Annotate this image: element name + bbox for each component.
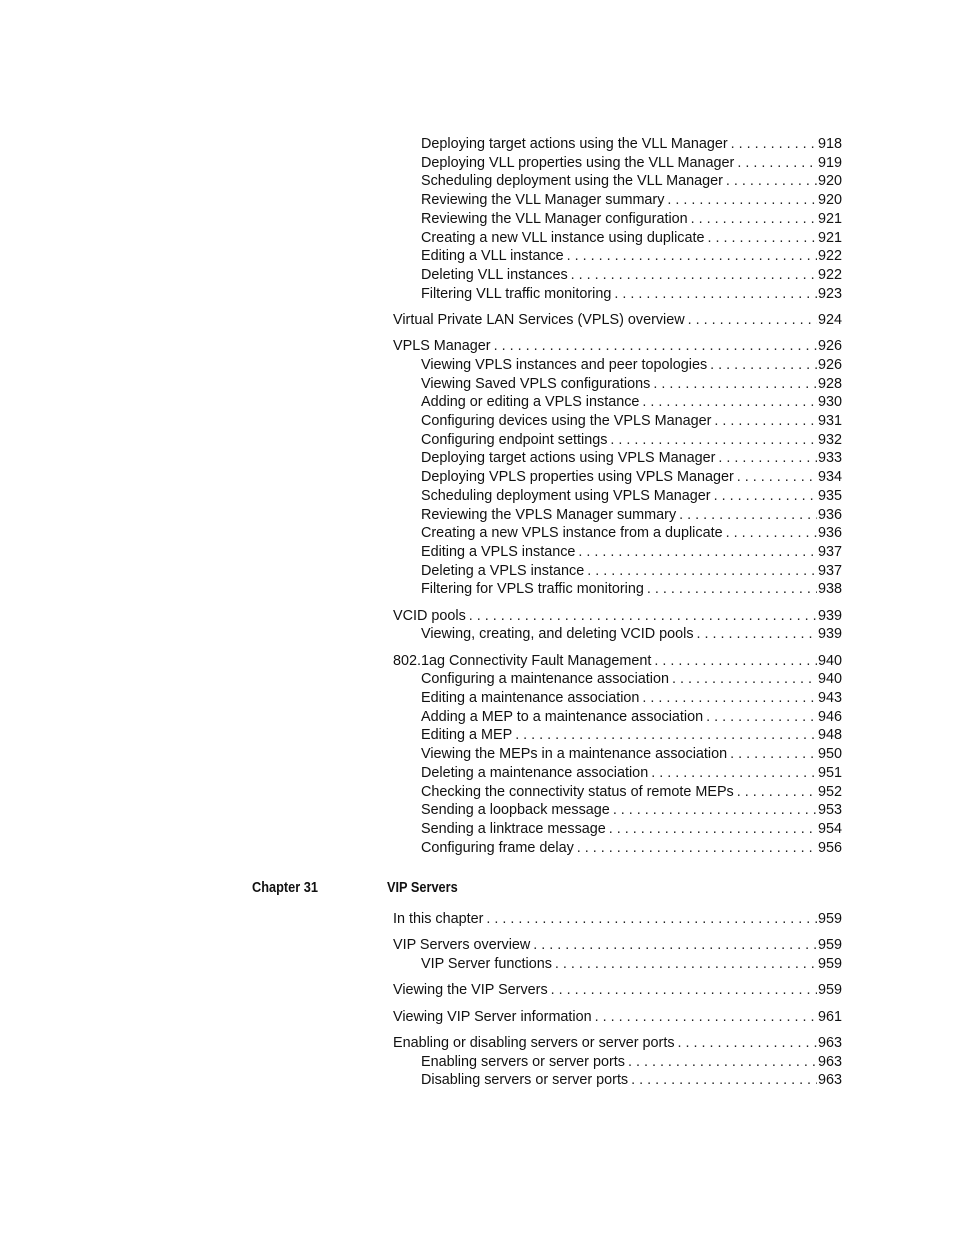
toc-entry xyxy=(421,562,842,580)
toc-dot-leader xyxy=(578,543,817,561)
toc-entry xyxy=(421,955,842,973)
toc-entry-title: Sending a linktrace message xyxy=(421,820,606,837)
toc-page-number: 926 xyxy=(817,338,842,355)
toc-entry xyxy=(421,356,842,374)
toc-entry-title: VCID pools xyxy=(393,607,466,624)
toc-page-number: 943 xyxy=(817,690,842,706)
toc-page-number: 922 xyxy=(817,248,842,265)
toc-entry-title: Scheduling deployment using the VLL Manager xyxy=(421,173,723,190)
toc-entry-title: Deploying VLL properties using the VLL Manager xyxy=(421,154,735,171)
toc-entry-title: Adding a MEP to a maintenance association xyxy=(421,708,704,725)
toc-entry xyxy=(421,726,842,744)
toc-page-number: 923 xyxy=(817,285,842,302)
toc-dot-leader xyxy=(737,783,817,801)
toc-entry-title: Scheduling deployment using VPLS Manager xyxy=(421,487,711,504)
toc-dot-leader xyxy=(647,580,817,598)
toc-entry-title: Reviewing the VLL Manager configuration xyxy=(421,210,688,227)
toc-entry xyxy=(421,580,842,598)
toc-entry xyxy=(421,375,842,393)
toc-entry xyxy=(421,783,842,801)
toc-dot-leader xyxy=(737,468,817,486)
toc-dot-leader xyxy=(654,652,817,670)
toc-entry xyxy=(393,1034,842,1052)
toc-page-number: 933 xyxy=(817,450,842,467)
toc-page-number: 959 xyxy=(817,937,842,954)
toc-entry-title: Virtual Private LAN Services (VPLS) overview xyxy=(393,311,685,328)
toc-entry-title: Creating a new VPLS instance from a duplicate xyxy=(421,525,723,542)
toc-dot-leader xyxy=(610,431,817,449)
toc-page-number: 954 xyxy=(817,820,842,837)
toc-entry xyxy=(421,839,842,857)
toc-entry-title: Checking the connectivity status of remote MEPs xyxy=(421,783,734,800)
toc-entry xyxy=(393,981,842,999)
toc-page-number: 961 xyxy=(817,1008,842,1025)
toc-page-number: 953 xyxy=(817,802,842,819)
toc-page-number: 926 xyxy=(817,356,842,373)
toc-entry-title: Deploying target actions using VPLS Manager xyxy=(421,450,716,467)
toc-entry-title: Reviewing the VPLS Manager summary xyxy=(421,506,677,523)
toc-entry-title: Viewing, creating, and deleting VCID pools xyxy=(421,626,694,643)
toc-entry xyxy=(393,936,842,954)
toc-entry xyxy=(421,801,842,819)
toc-page-number: 928 xyxy=(817,375,842,392)
toc-entry xyxy=(421,285,842,303)
toc-entry xyxy=(421,412,842,430)
chapter-label: Chapter 31 xyxy=(252,880,318,897)
toc-entry-title: Viewing the VIP Servers xyxy=(393,982,548,999)
toc-entry-title: Adding or editing a VPLS instance xyxy=(421,394,640,411)
toc-dot-leader xyxy=(631,1071,817,1089)
toc-entry xyxy=(421,543,842,561)
toc-entry xyxy=(421,172,842,190)
toc-entry-title: Creating a new VLL instance using duplicate xyxy=(421,229,705,246)
toc-dot-leader xyxy=(577,839,817,857)
toc-page-number: 931 xyxy=(817,413,842,429)
toc-entry xyxy=(421,431,842,449)
toc-entry xyxy=(421,670,842,688)
toc-entry-title: VPLS Manager xyxy=(393,338,491,355)
toc-dot-leader xyxy=(651,764,817,782)
toc-entry xyxy=(421,468,842,486)
toc-page-number: 956 xyxy=(817,839,842,856)
toc-page-number: 939 xyxy=(817,607,842,624)
toc-page-number: 919 xyxy=(817,154,842,171)
toc-page-number: 951 xyxy=(817,764,842,781)
toc-page-number: 934 xyxy=(817,469,842,486)
chapter-title: VIP Servers xyxy=(387,880,458,897)
toc-dot-leader xyxy=(642,689,817,707)
toc-page-number: 963 xyxy=(817,1053,842,1070)
toc-dot-leader xyxy=(679,506,817,524)
toc-page-number: 939 xyxy=(817,626,842,643)
toc-dot-leader xyxy=(737,154,817,172)
toc-entry xyxy=(393,337,842,355)
toc-page-number: 920 xyxy=(817,192,842,209)
toc-entry-title: Configuring a maintenance association xyxy=(421,671,669,688)
toc-dot-leader xyxy=(614,285,817,303)
toc-page-number: 918 xyxy=(817,136,842,152)
toc-entry xyxy=(421,708,842,726)
toc-dot-leader xyxy=(609,820,817,838)
toc-entry-title: Editing a maintenance association xyxy=(421,690,640,706)
toc-page-number: 950 xyxy=(817,746,842,763)
toc-dot-leader xyxy=(714,412,817,430)
toc-page-number: 963 xyxy=(817,1072,842,1089)
toc-entry-title: VIP Servers overview xyxy=(393,937,531,954)
toc-entry-title: VIP Server functions xyxy=(421,956,552,972)
toc-page-number: 924 xyxy=(817,311,842,328)
toc-dot-leader xyxy=(697,625,817,643)
toc-dot-leader xyxy=(691,210,817,228)
toc-entry xyxy=(393,652,842,670)
toc-entry xyxy=(421,487,842,505)
toc-entry-title: Disabling servers or server ports xyxy=(421,1072,629,1089)
toc-entry-title: Viewing the MEPs in a maintenance association xyxy=(421,746,728,763)
toc-page-number: 940 xyxy=(817,652,842,669)
toc-dot-leader xyxy=(494,337,817,355)
toc-dot-leader xyxy=(595,1008,817,1026)
toc-entry-title: Enabling or disabling servers or server ports xyxy=(393,1034,675,1051)
toc-entry-title: Reviewing the VLL Manager summary xyxy=(421,192,665,209)
toc-page-number: 930 xyxy=(817,394,842,411)
toc-entry xyxy=(421,266,842,284)
toc-entry xyxy=(421,1071,842,1089)
toc-entry-title: Configuring endpoint settings xyxy=(421,431,608,448)
toc-entry xyxy=(421,449,842,467)
toc-page-number: 932 xyxy=(817,431,842,448)
toc-dot-leader xyxy=(613,801,817,819)
toc-entry-title: Deleting a VPLS instance xyxy=(421,562,585,579)
toc-dot-leader xyxy=(555,955,817,973)
toc-page-number: 936 xyxy=(817,525,842,542)
toc-page-number: 952 xyxy=(817,783,842,800)
toc-entry-title: Editing a MEP xyxy=(421,727,513,744)
toc-page-number: 937 xyxy=(817,543,842,560)
toc-page-number: 959 xyxy=(817,956,842,972)
toc-page-number: 940 xyxy=(817,671,842,688)
toc-dot-leader xyxy=(469,607,817,625)
toc-entry xyxy=(421,625,842,643)
toc-dot-leader xyxy=(718,449,817,467)
toc-entry xyxy=(421,506,842,524)
toc-page-number: 959 xyxy=(817,911,842,927)
toc-entry-title: Configuring frame delay xyxy=(421,839,574,856)
toc-page-number: 921 xyxy=(817,210,842,227)
toc-entry xyxy=(421,191,842,209)
toc-entry xyxy=(421,393,842,411)
toc-entry xyxy=(421,229,842,247)
toc-entry-title: Deploying target actions using the VLL Manager xyxy=(421,136,728,152)
toc-entry-title: In this chapter xyxy=(393,911,484,927)
toc-entry xyxy=(393,1008,842,1026)
toc-page-number: 959 xyxy=(817,982,842,999)
toc-dot-leader xyxy=(731,135,817,153)
toc-page-number: 920 xyxy=(817,173,842,190)
toc-dot-leader xyxy=(551,981,817,999)
toc-entry-title: Viewing VIP Server information xyxy=(393,1008,592,1025)
toc-entry xyxy=(393,311,842,329)
toc-dot-leader xyxy=(706,708,817,726)
toc-entry xyxy=(393,910,842,928)
toc-page-number: 937 xyxy=(817,562,842,579)
toc-page-number: 921 xyxy=(817,229,842,246)
toc-page-number: 935 xyxy=(817,487,842,504)
toc-dot-leader xyxy=(571,266,817,284)
toc-page-number: 922 xyxy=(817,266,842,283)
toc-page-number: 938 xyxy=(817,581,842,598)
toc-entry xyxy=(421,524,842,542)
toc-dot-leader xyxy=(642,393,817,411)
toc-entry-title: Deleting a maintenance association xyxy=(421,764,649,781)
toc-dot-leader xyxy=(707,229,817,247)
toc-entry-title: Viewing VPLS instances and peer topologies xyxy=(421,356,708,373)
toc-dot-leader xyxy=(710,356,817,374)
toc-entry-title: Configuring devices using the VPLS Manager xyxy=(421,413,712,429)
toc-page-number: 936 xyxy=(817,506,842,523)
toc-entry xyxy=(421,764,842,782)
toc-entry-title: 802.1ag Connectivity Fault Management xyxy=(393,652,652,669)
toc-entry-title: Filtering VLL traffic monitoring xyxy=(421,285,612,302)
toc-dot-leader xyxy=(567,247,817,265)
toc-entry xyxy=(421,210,842,228)
toc-dot-leader xyxy=(667,191,817,209)
toc-entry xyxy=(421,154,842,172)
toc-entry-title: Sending a loopback message xyxy=(421,802,610,819)
toc-dot-leader xyxy=(726,172,817,190)
toc-page-number: 946 xyxy=(817,708,842,725)
toc-entry-title: Deleting VLL instances xyxy=(421,266,568,283)
toc-entry xyxy=(421,1053,842,1071)
toc-entry-title: Editing a VPLS instance xyxy=(421,543,576,560)
toc-dot-leader xyxy=(714,487,817,505)
toc-dot-leader xyxy=(587,562,817,580)
toc-entry xyxy=(421,820,842,838)
toc-dot-leader xyxy=(628,1053,817,1071)
toc-dot-leader xyxy=(730,745,817,763)
toc-entry xyxy=(421,135,842,153)
toc-entry-title: Deploying VPLS properties using VPLS Manager xyxy=(421,469,734,486)
toc-dot-leader xyxy=(653,375,817,393)
toc-dot-leader xyxy=(486,910,817,928)
toc-entry xyxy=(421,247,842,265)
toc-dot-leader xyxy=(726,524,817,542)
toc-entry xyxy=(421,745,842,763)
toc-dot-leader xyxy=(533,936,817,954)
toc-page-number: 948 xyxy=(817,727,842,744)
toc-dot-leader xyxy=(688,311,817,329)
toc-dot-leader xyxy=(672,670,817,688)
toc-dot-leader xyxy=(515,726,817,744)
toc-entry-title: Editing a VLL instance xyxy=(421,248,564,265)
toc-entry xyxy=(393,607,842,625)
toc-entry-title: Enabling servers or server ports xyxy=(421,1053,625,1070)
toc-entry xyxy=(421,689,842,707)
toc-entry-title: Viewing Saved VPLS configurations xyxy=(421,375,651,392)
toc-page-number: 963 xyxy=(817,1034,842,1051)
toc-dot-leader xyxy=(678,1034,817,1052)
toc-entry-title: Filtering for VPLS traffic monitoring xyxy=(421,581,644,598)
